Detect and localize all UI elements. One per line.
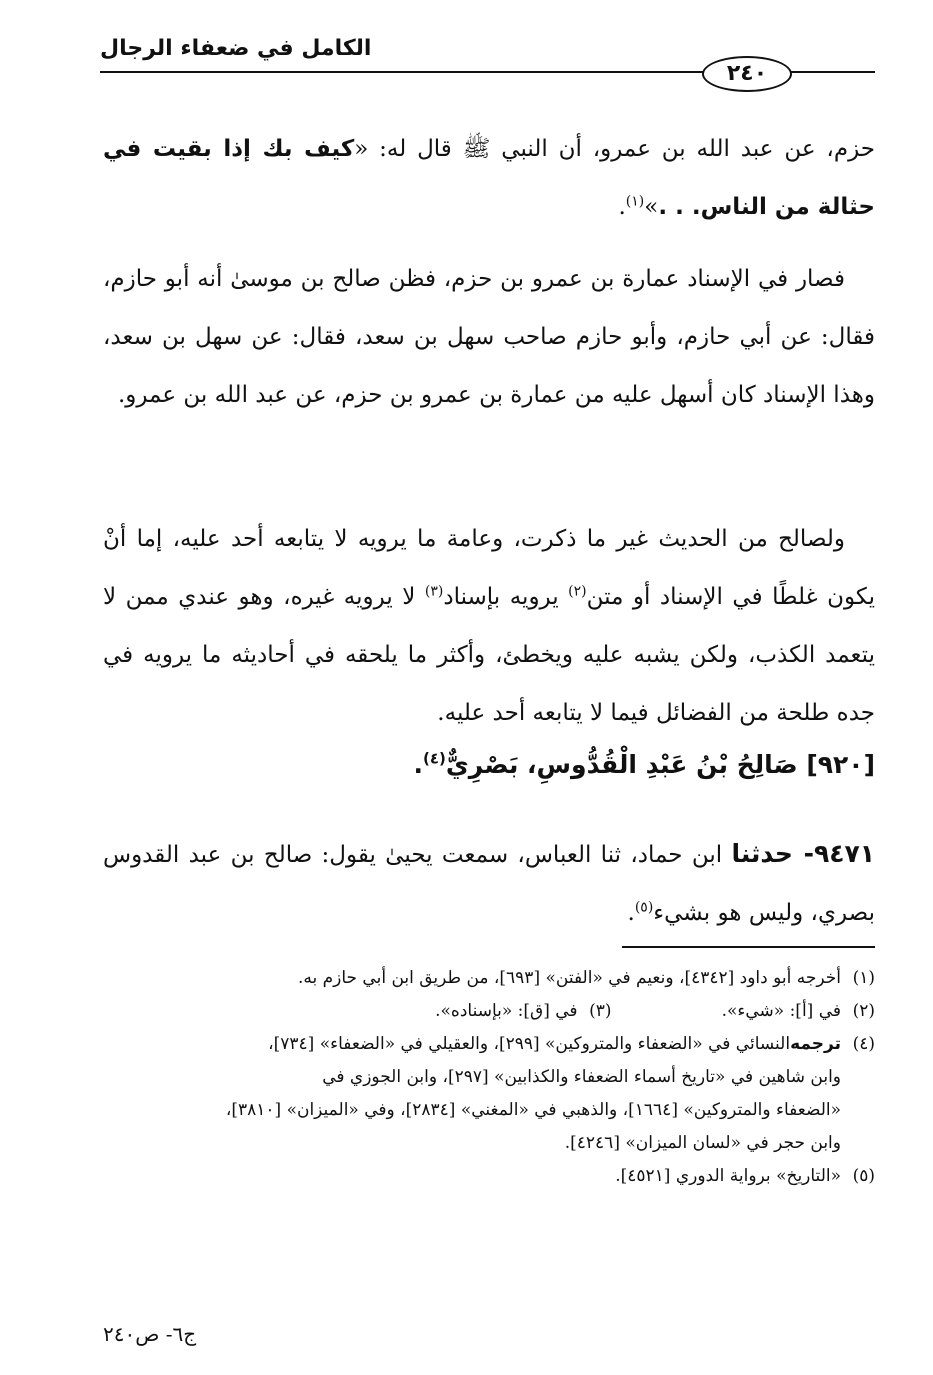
footnote-ref-1: (١): [625, 193, 645, 210]
footnote-4: [103, 1028, 875, 1160]
footnote-ref-3: (٣): [424, 583, 444, 600]
footnote-bold-word: ترجمه: [790, 1034, 841, 1054]
footnote-5: [103, 1160, 875, 1193]
footnote-rule: [622, 946, 875, 948]
paragraph-3-part-a: ولصالح من الحديث غير ما ذكرت، وعامة ما يرويه لا يتابعه أحد عليه، إما أنْ يكون غلطًا في الإسناد أو متن: [103, 526, 875, 610]
footnote-text: أخرجه أبو داود [٤٣٤٢]، ونعيم في «الفتن» [٦٩٣]، من طريق ابن أبي حازم به.: [297, 968, 841, 988]
footnote-text: في [أ]: «شيء».: [721, 1001, 841, 1021]
paragraph-3-part-c: لا يرويه غيره، وهو عندي ممن لا يتعمد الكذب، ولكن يشبه عليه ويخطئ، وأكثر ما يلحقه في أحاديثه ما يرويه في جده طلحة من الفضائل فيما لا يتابعه أحد عليه.: [103, 584, 875, 726]
hadith-text: ابن حماد، ثنا العباس، سمعت يحيىٰ يقول: صالح بن عبد القدوس بصري، وليس هو بشيء: [103, 842, 875, 926]
footnote-number: (٤): [852, 1034, 875, 1054]
paragraph-3: [103, 510, 875, 742]
footnote-text: وابن حجر في «لسان الميزان» [٤٢٤٦].: [564, 1133, 841, 1153]
footnote-text: «التاريخ» برواية الدوري [٤٥٢١].: [615, 1166, 841, 1186]
footnote-ref-5: (٥): [634, 899, 654, 916]
footnote-text: في [ق]: «بإسناده».: [435, 1001, 578, 1021]
running-header-title: الكامل في ضعفاء الرجال: [100, 36, 372, 61]
hadith-paragraph: [103, 825, 875, 942]
footnote-text: وابن شاهين في «تاريخ أسماء الضعفاء والكذابين» [٢٩٧]، وابن الجوزي في: [322, 1067, 841, 1087]
footnote-number: (٣): [589, 1001, 612, 1021]
footnote-text: النسائي في «الضعفاء والمتروكين» [٢٩٩]، والعقيلي في «الضعفاء» [٧٣٤]،: [268, 1034, 791, 1054]
footnote-number: (٥): [852, 1166, 875, 1186]
hadith-tail: .: [627, 900, 635, 926]
entry-heading-tail: .: [413, 750, 423, 779]
volume-page-reference: ج٦- ص٢٤٠: [103, 1322, 197, 1346]
footnote-2-3: [103, 995, 875, 1028]
footnotes: [103, 962, 875, 1193]
footnote-1: [103, 962, 875, 995]
footnote-ref-4: (٤): [422, 749, 446, 768]
quoted-hadith: كيف بك إذا بقيت في حثالة من الناس. . .: [103, 136, 875, 220]
footnote-number: (٢): [852, 1001, 875, 1021]
footnote-text: «الضعفاء والمتروكين» [١٦٦٤]، والذهبي في «المغني» [٢٨٣٤]، وفي «الميزان» [٣٨١٠]،: [225, 1100, 841, 1120]
paragraph-3-part-b: يرويه بإسناد: [443, 584, 569, 610]
entry-heading: [103, 750, 875, 779]
page-number: ٢٤٠: [702, 56, 792, 92]
paragraph-1-tail: .: [618, 194, 626, 220]
quote-close: »: [644, 194, 659, 220]
paragraph-1: [103, 120, 875, 236]
footnote-number: (١): [852, 968, 875, 988]
entry-heading-text: [٩٢٠] صَالِحُ بْنُ عَبْدِ الْقُدُّوسِ، بَصْرِيٌّ: [445, 750, 875, 779]
footnote-ref-2: (٢): [568, 583, 587, 600]
paragraph-2: فصار في الإسناد عمارة بن عمرو بن حزم، فظن صالح بن موسىٰ أنه أبو حازم، فقال: عن أبي حازم، وأبو حازم صاحب سهل بن سعد، فقال: عن سهل بن سعد، وهذا الإسناد كان أسهل عليه من عمارة بن عمرو بن حزم، عن عبد الله بن عمرو.: [103, 266, 875, 408]
hadith-number: ٩٤٧١- حدثنا: [731, 839, 875, 868]
paragraph-1-start: حزم، عن عبد الله بن عمرو، أن النبي ﷺ قال له: «: [354, 136, 875, 162]
